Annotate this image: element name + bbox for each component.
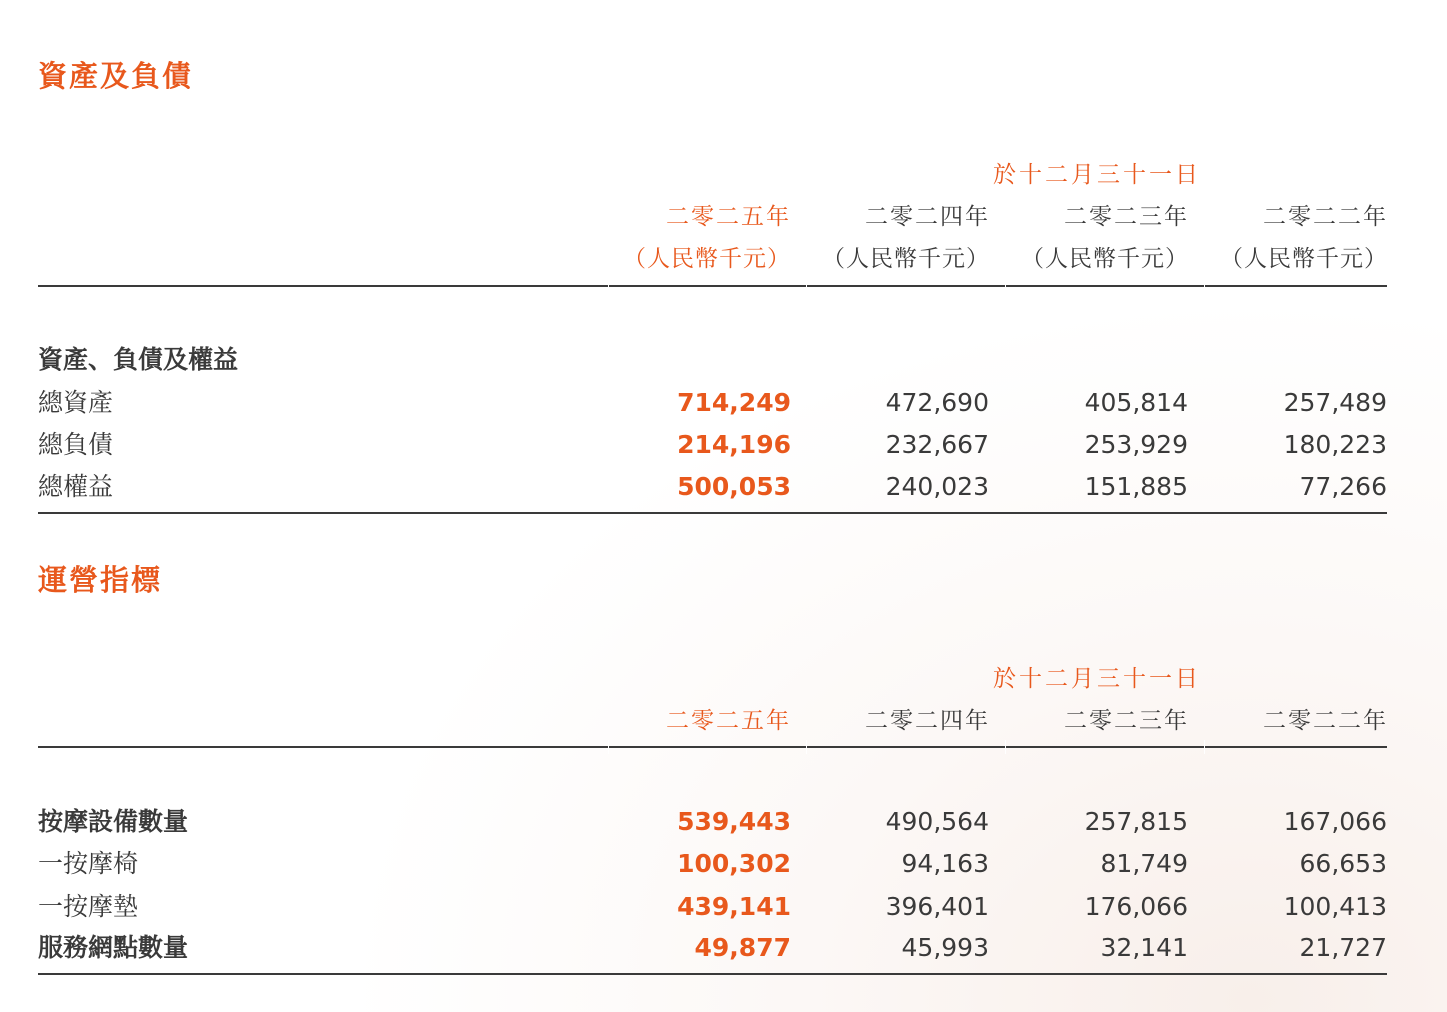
row-label: 總資產 (38, 388, 114, 417)
value-2024: 240,023 (885, 472, 989, 501)
value-2024: 45,993 (901, 933, 989, 962)
value-2022: 21,727 (1299, 933, 1387, 962)
column-separator (608, 740, 609, 754)
value-2023: 176,066 (1084, 892, 1188, 921)
value-2024: 490,564 (885, 807, 989, 836)
value-2025: 214,196 (677, 430, 791, 459)
value-2023: 253,929 (1084, 430, 1188, 459)
section-title-operating-metrics: 運營指標 (38, 563, 163, 597)
table-header-rule (38, 285, 1387, 287)
column-separator (806, 740, 807, 754)
value-2023: 405,814 (1084, 388, 1188, 417)
date-header: 於十二月三十一日 (993, 162, 1201, 188)
year-header-2025: 二零二五年 (666, 204, 791, 230)
year-header-2023: 二零二三年 (1064, 708, 1189, 734)
value-2025: 439,141 (677, 892, 791, 921)
value-2025: 714,249 (677, 388, 791, 417)
row-label: 一按摩墊 (38, 892, 139, 921)
unit-header-2025: （人民幣千元） (623, 246, 791, 272)
row-label: 總負債 (38, 430, 114, 459)
section-title-assets-liabilities: 資產及負債 (38, 59, 194, 93)
value-2022: 180,223 (1283, 430, 1387, 459)
value-2023: 151,885 (1084, 472, 1188, 501)
value-2022: 167,066 (1283, 807, 1387, 836)
column-separator (806, 279, 807, 293)
table-row (38, 469, 1387, 505)
value-2024: 472,690 (885, 388, 989, 417)
value-2022: 257,489 (1283, 388, 1387, 417)
year-header-2023: 二零二三年 (1064, 204, 1189, 230)
table-row (38, 385, 1387, 421)
value-2024: 396,401 (885, 892, 989, 921)
column-separator (1005, 279, 1006, 293)
group-label-row (38, 342, 1387, 378)
unit-header-2022: （人民幣千元） (1220, 246, 1388, 272)
table-bottom-rule (38, 973, 1387, 975)
value-2022: 77,266 (1299, 472, 1387, 501)
column-separator (1204, 279, 1205, 293)
value-2023: 257,815 (1084, 807, 1188, 836)
table-row (38, 889, 1387, 925)
column-separator (608, 279, 609, 293)
year-header-2024: 二零二四年 (865, 204, 990, 230)
date-header: 於十二月三十一日 (993, 666, 1201, 692)
table-bottom-rule (38, 512, 1387, 514)
value-2025: 49,877 (694, 933, 791, 962)
row-label: 總權益 (38, 472, 114, 501)
value-2024: 232,667 (885, 430, 989, 459)
value-2025: 539,443 (677, 807, 791, 836)
value-2025: 500,053 (677, 472, 791, 501)
row-label: 服務網點數量 (38, 933, 189, 962)
unit-header-2023: （人民幣千元） (1021, 246, 1189, 272)
row-label: 按摩設備數量 (38, 807, 189, 836)
column-separator (1005, 740, 1006, 754)
value-2024: 94,163 (901, 849, 989, 878)
table-row (38, 804, 1387, 840)
value-2022: 66,653 (1299, 849, 1387, 878)
column-separator (1204, 740, 1205, 754)
row-label: 一按摩椅 (38, 849, 139, 878)
group-label: 資產、負債及權益 (38, 345, 239, 374)
value-2023: 81,749 (1100, 849, 1188, 878)
year-header-2022: 二零二二年 (1263, 204, 1388, 230)
table-header-rule (38, 746, 1387, 748)
table-row (38, 846, 1387, 882)
year-header-2025: 二零二五年 (666, 708, 791, 734)
table-row (38, 427, 1387, 463)
value-2023: 32,141 (1100, 933, 1188, 962)
value-2022: 100,413 (1283, 892, 1387, 921)
table-row (38, 930, 1387, 966)
year-header-2022: 二零二二年 (1263, 708, 1388, 734)
unit-header-2024: （人民幣千元） (822, 246, 990, 272)
value-2025: 100,302 (677, 849, 791, 878)
year-header-2024: 二零二四年 (865, 708, 990, 734)
